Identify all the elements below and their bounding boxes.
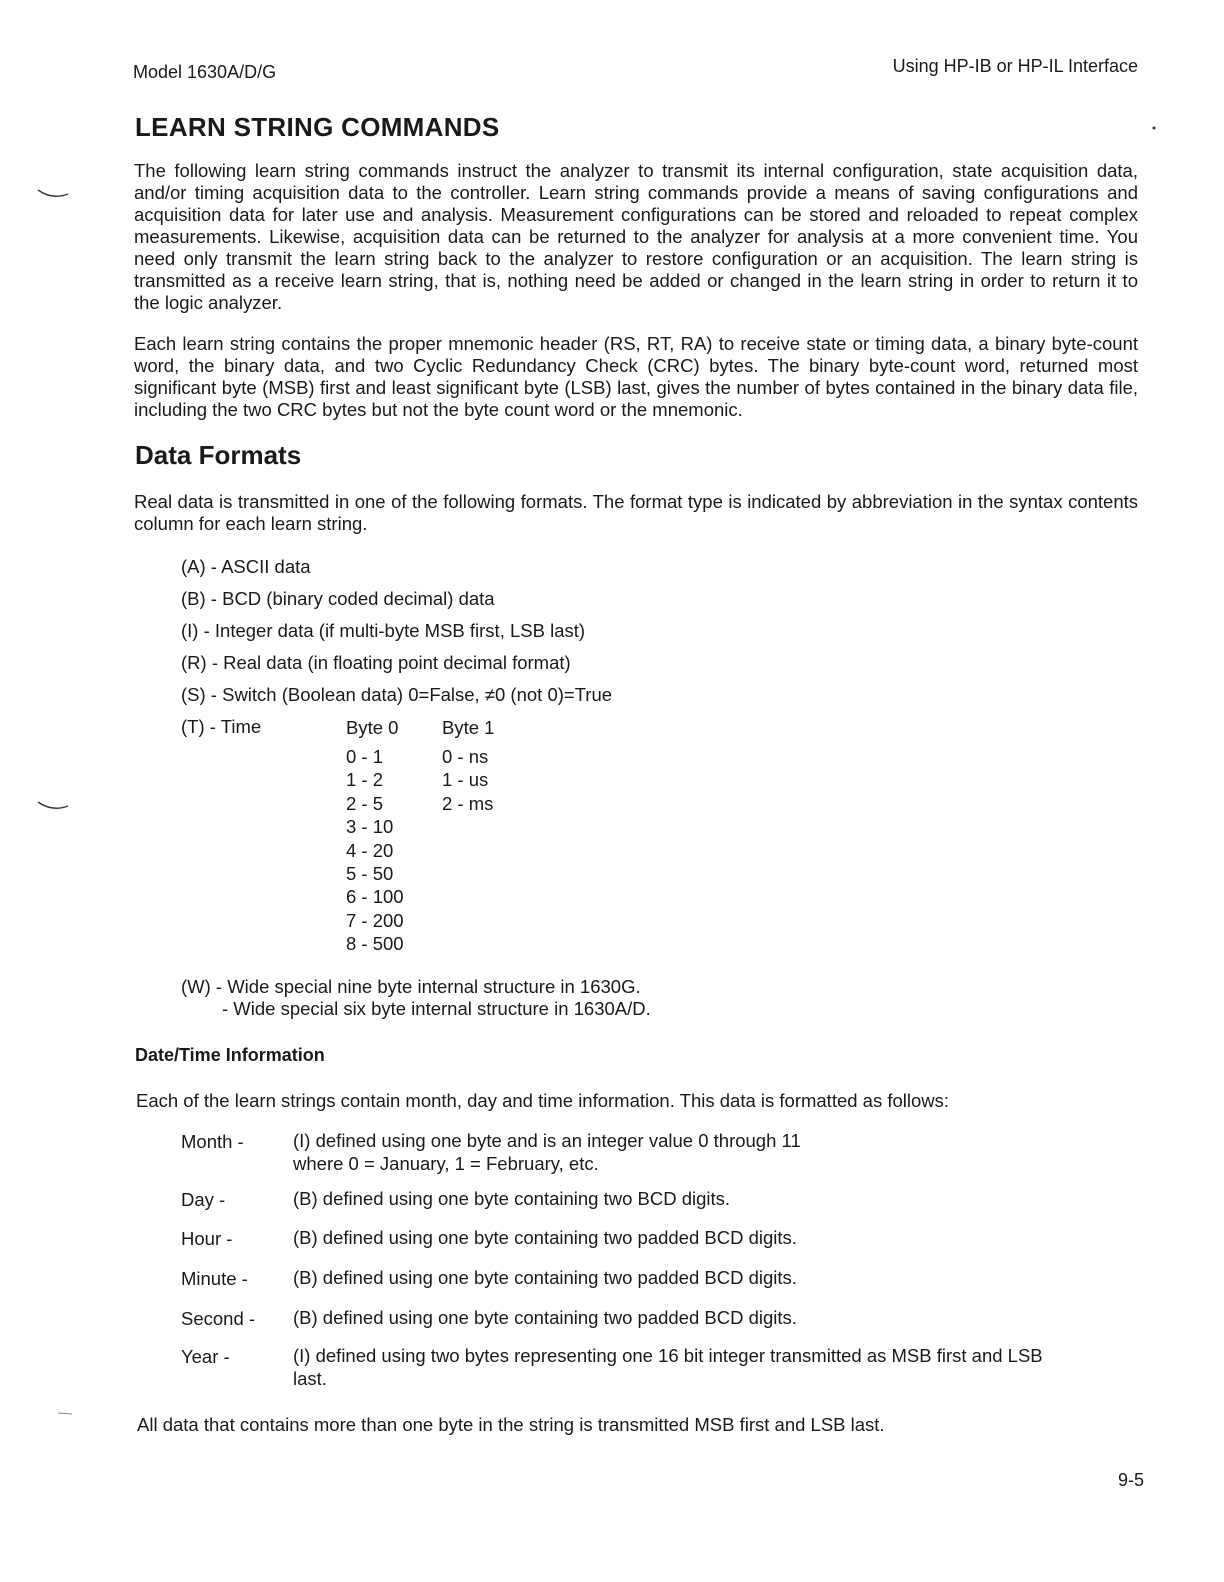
data-formats-intro: Real data is transmitted in one of the following formats. The format type is indicated by abbreviation in the syntax contents column for each learn string.: [134, 491, 1138, 534]
dt-desc-month: [293, 1129, 1143, 1175]
format-item-wide-1630ad: - Wide special six byte internal structure in 1630A/D.: [222, 998, 651, 1019]
margin-curve-mark: [36, 188, 72, 200]
intro-paragraph-2: Each learn string contains the proper mnemonic header (RS, RT, RA) to receive state or timing data, a binary byte-count word, the binary data, and two Cyclic Redundancy Check (CRC) bytes. The binary byte-count word, returned most significant byte (MSB) first and least significant byte (LSB) last, gives the number of bytes contained in the binary data file, including the two CRC bytes but not the byte count word or the mnemonic.: [134, 333, 1138, 420]
dt-label-minute: Minute -: [181, 1268, 248, 1289]
dt-desc-minute: (B) defined using one byte containing two padded BCD digits.: [293, 1267, 797, 1288]
time-byte1-value: 0 - ns: [442, 746, 489, 767]
dt-desc-line: (I) defined using one byte and is an integer value 0 through 11: [293, 1130, 801, 1151]
format-item-bcd: (B) - BCD (binary coded decimal) data: [181, 588, 495, 609]
dt-label-year: Year -: [181, 1346, 230, 1367]
header-model: Model 1630A/D/G: [133, 62, 277, 82]
time-byte1-header: Byte 1: [442, 717, 495, 738]
format-item-switch: (S) - Switch (Boolean data) 0=False, ≠0 (not 0)=True: [181, 684, 613, 705]
page-title: LEARN STRING COMMANDS: [135, 112, 500, 142]
closing-paragraph: All data that contains more than one byte in the string is transmitted MSB first and LSB last.: [137, 1414, 885, 1435]
format-item-integer: (I) - Integer data (if multi-byte MSB first, LSB last): [181, 620, 586, 641]
dt-label-hour: Hour -: [181, 1228, 233, 1249]
time-byte0-value: 4 - 20: [346, 839, 394, 861]
dt-label-month: Month -: [181, 1131, 244, 1152]
date-time-heading: Date/Time Information: [135, 1045, 325, 1065]
intro-paragraph-1: The following learn string commands instruct the analyzer to transmit its internal configuration, state acquisition data, and/or timing acquisition data to the controller. Learn string commands provide a means of saving configurations and acquisition data for later use and analysis. Measurement configurations can be stored and reloaded to repeat complex measurements. Likewise, acquisition data can be returned to the analyzer for analysis at a more convenient time. You need only transmit the learn string back to the analyzer to restore configuration or an acquisition. The learn string is transmitted as a receive learn string, that is, nothing need be added or changed in the learn string in order to return it to the logic analyzer.: [134, 160, 1138, 313]
margin-curve-mark: [36, 800, 72, 812]
time-byte1-value: 2 - ms: [442, 792, 494, 814]
time-byte0-header: Byte 0: [346, 717, 399, 738]
format-item-wide-1630g: (W) - Wide special nine byte internal structure in 1630G.: [181, 976, 641, 997]
dt-desc-day: (B) defined using one byte containing two BCD digits.: [293, 1188, 731, 1209]
data-formats-heading: Data Formats: [135, 440, 302, 470]
time-byte0-list: [346, 745, 404, 956]
time-byte0-value: 6 - 100: [346, 886, 404, 908]
dt-desc-second: (B) defined using one byte containing two padded BCD digits.: [293, 1307, 797, 1328]
dt-label-second: Second -: [181, 1308, 256, 1329]
dt-desc-hour: (B) defined using one byte containing two padded BCD digits.: [293, 1227, 797, 1248]
time-byte0-value: 0 - 1: [346, 746, 384, 767]
dt-desc-line: (I) defined using two bytes representing one 16 bit integer transmitted as MSB first and LSB: [293, 1345, 1043, 1366]
dt-desc-year: [293, 1344, 1143, 1390]
time-byte1-value: 1 - us: [442, 769, 489, 791]
time-byte0-value: 1 - 2: [346, 769, 384, 791]
date-time-intro: Each of the learn strings contain month, day and time information. This data is formatted as follows:: [136, 1090, 950, 1111]
time-byte0-value: 2 - 5: [346, 792, 384, 814]
format-item-real: (R) - Real data (in floating point decimal format): [181, 652, 571, 673]
margin-dot-mark: [1150, 124, 1158, 132]
page-number: 9-5: [1117, 1470, 1144, 1490]
time-byte0-value: 7 - 200: [346, 909, 404, 931]
time-byte0-value: 8 - 500: [346, 933, 404, 955]
dt-label-day: Day -: [181, 1189, 226, 1210]
margin-dash-mark: [56, 1410, 76, 1418]
dt-desc-line: last.: [293, 1368, 327, 1389]
time-byte1-list: [442, 745, 493, 815]
format-item-ascii: (A) - ASCII data: [181, 556, 311, 577]
header-section: Using HP-IB or HP-IL Interface: [892, 56, 1138, 76]
dt-desc-line: where 0 = January, 1 = February, etc.: [293, 1153, 599, 1174]
format-item-time: (T) - Time: [181, 716, 262, 737]
time-byte0-value: 5 - 50: [346, 862, 394, 884]
time-byte0-value: 3 - 10: [346, 816, 394, 838]
